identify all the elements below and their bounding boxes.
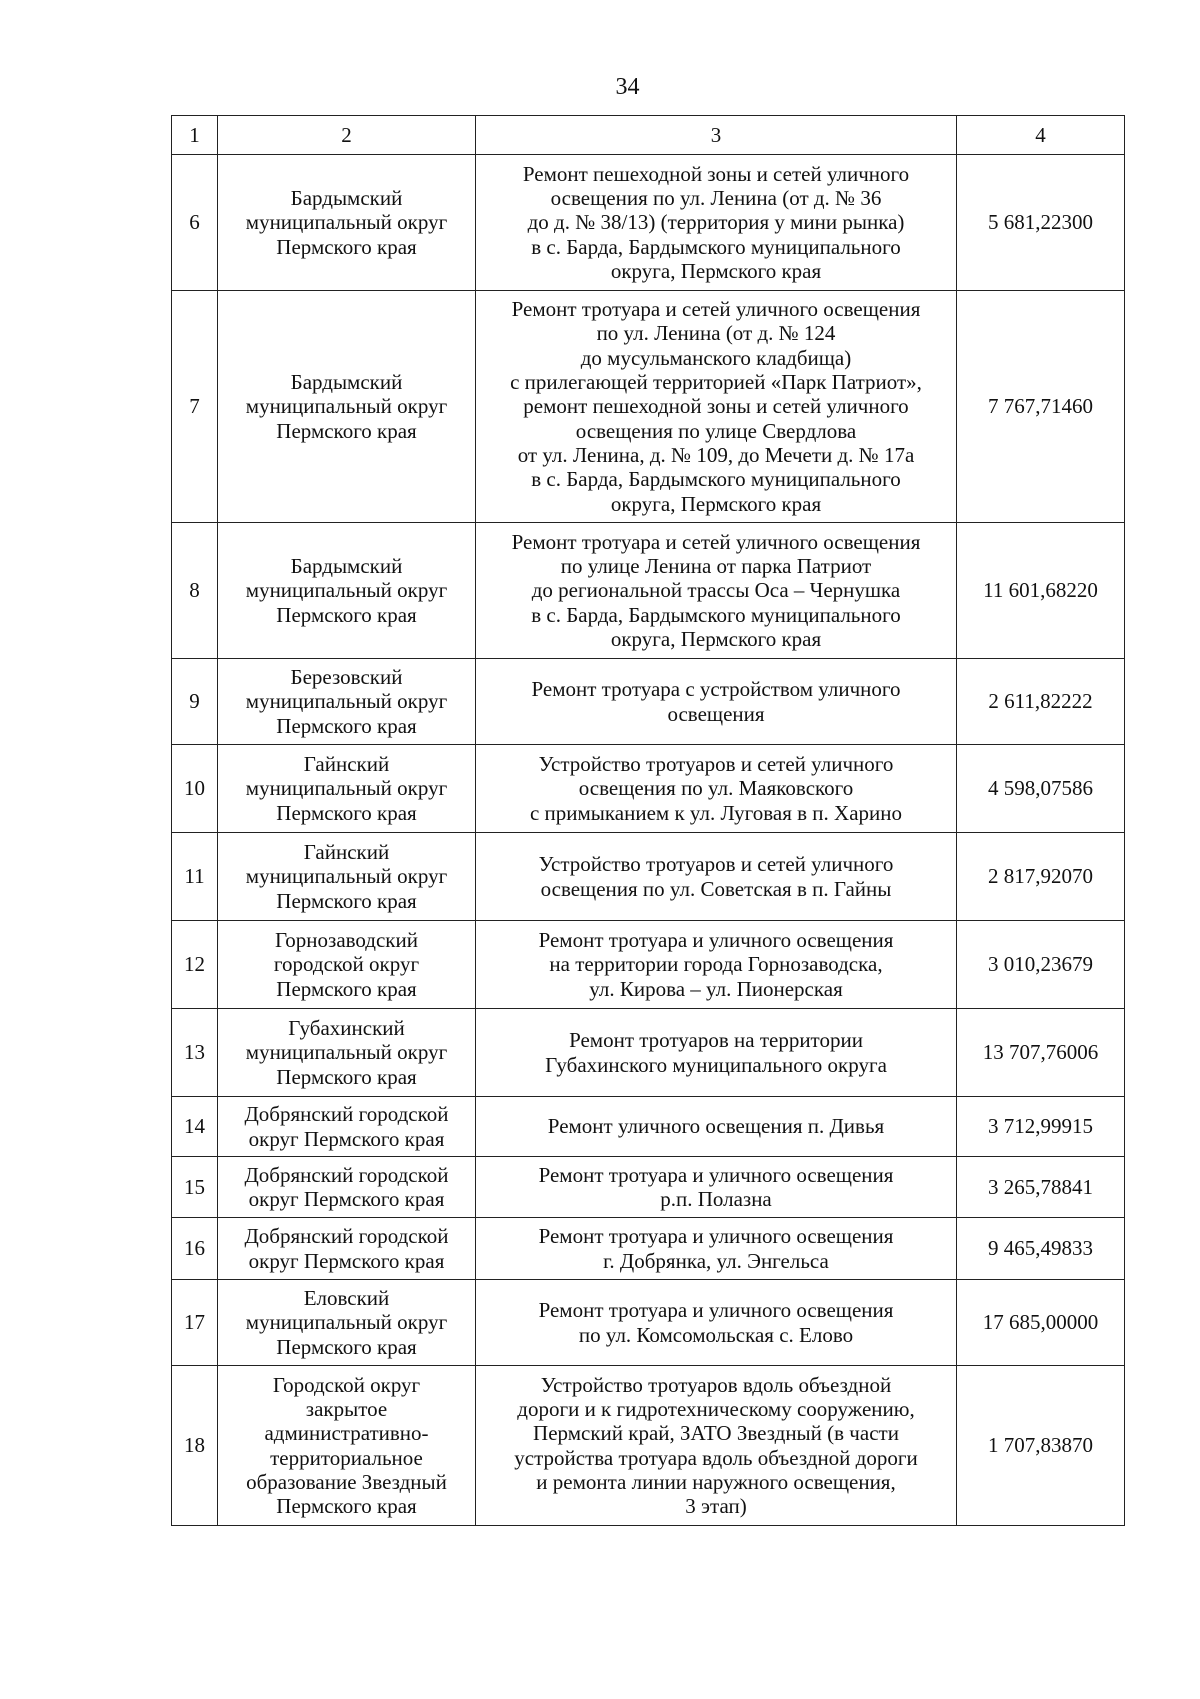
row-number-cell: 14 <box>172 1097 218 1157</box>
table-row <box>172 1366 1125 1526</box>
page-number: 34 <box>615 74 640 100</box>
header-cell-4: 4 <box>957 116 1125 155</box>
table-row <box>172 523 1125 659</box>
funding-table <box>171 115 1125 1526</box>
description-cell: Ремонт тротуара и уличного освещения г. Добрянка, ул. Энгельса <box>476 1218 957 1280</box>
amount-cell: 2 817,92070 <box>957 833 1125 921</box>
municipality-cell: Городской округ закрытое административно- территориальное образование Звездный Пермского края <box>218 1366 476 1526</box>
municipality-cell: Губахинский муниципальный округ Пермского края <box>218 1009 476 1097</box>
municipality-cell: Бардымский муниципальный округ Пермского края <box>218 155 476 291</box>
description-cell: Устройство тротуаров и сетей уличного освещения по ул. Советская в п. Гайны <box>476 833 957 921</box>
table-row <box>172 1157 1125 1218</box>
municipality-cell: Березовский муниципальный округ Пермского края <box>218 659 476 745</box>
description-cell: Ремонт уличного освещения п. Дивья <box>476 1097 957 1157</box>
table-body <box>172 116 1125 1526</box>
municipality-cell: Гайнский муниципальный округ Пермского края <box>218 745 476 833</box>
description-cell: Ремонт тротуара и уличного освещения по ул. Комсомольская с. Елово <box>476 1280 957 1366</box>
amount-cell: 17 685,00000 <box>957 1280 1125 1366</box>
amount-cell: 2 611,82222 <box>957 659 1125 745</box>
amount-cell: 4 598,07586 <box>957 745 1125 833</box>
row-number-cell: 18 <box>172 1366 218 1526</box>
description-cell: Ремонт тротуара и уличного освещения р.п. Полазна <box>476 1157 957 1218</box>
municipality-cell: Добрянский городской округ Пермского края <box>218 1097 476 1157</box>
table-row <box>172 921 1125 1009</box>
description-cell: Ремонт тротуара и сетей уличного освещения по ул. Ленина (от д. № 124 до мусульманского кладбища) с прилегающей территорией «Парк Патриот», ремонт пешеходной зоны и сетей уличного освещения по улице Свердлова от ул. Ленина, д. № 109, до Мечети д. № 17а в с. Барда, Бардымского муниципального округа, Пермского края <box>476 291 957 523</box>
table-row <box>172 659 1125 745</box>
row-number-cell: 8 <box>172 523 218 659</box>
row-number-cell: 10 <box>172 745 218 833</box>
header-cell-2: 2 <box>218 116 476 155</box>
table-row <box>172 745 1125 833</box>
municipality-cell: Горнозаводский городской округ Пермского края <box>218 921 476 1009</box>
table-row <box>172 1280 1125 1366</box>
header-cell-1: 1 <box>172 116 218 155</box>
amount-cell: 5 681,22300 <box>957 155 1125 291</box>
amount-cell: 9 465,49833 <box>957 1218 1125 1280</box>
amount-cell: 7 767,71460 <box>957 291 1125 523</box>
amount-cell: 3 712,99915 <box>957 1097 1125 1157</box>
description-cell: Устройство тротуаров и сетей уличного освещения по ул. Маяковского с примыканием к ул. Луговая в п. Харино <box>476 745 957 833</box>
description-cell: Устройство тротуаров вдоль объездной дороги и к гидротехническому сооружению, Пермский край, ЗАТО Звездный (в части устройства тротуара вдоль объездной дороги и ремонта линии наружного освещения, 3 этап) <box>476 1366 957 1526</box>
row-number-cell: 11 <box>172 833 218 921</box>
row-number-cell: 9 <box>172 659 218 745</box>
municipality-cell: Бардымский муниципальный округ Пермского края <box>218 523 476 659</box>
row-number-cell: 13 <box>172 1009 218 1097</box>
table-row <box>172 155 1125 291</box>
row-number-cell: 12 <box>172 921 218 1009</box>
row-number-cell: 17 <box>172 1280 218 1366</box>
row-number-cell: 15 <box>172 1157 218 1218</box>
amount-cell: 11 601,68220 <box>957 523 1125 659</box>
amount-cell: 13 707,76006 <box>957 1009 1125 1097</box>
municipality-cell: Добрянский городской округ Пермского края <box>218 1157 476 1218</box>
table-row <box>172 291 1125 523</box>
municipality-cell: Добрянский городской округ Пермского края <box>218 1218 476 1280</box>
amount-cell: 1 707,83870 <box>957 1366 1125 1526</box>
row-number-cell: 6 <box>172 155 218 291</box>
description-cell: Ремонт пешеходной зоны и сетей уличного освещения по ул. Ленина (от д. № 36 до д. № 38/13) (территория у мини рынка) в с. Барда, Бардымского муниципального округа, Пермского края <box>476 155 957 291</box>
description-cell: Ремонт тротуара с устройством уличного освещения <box>476 659 957 745</box>
description-cell: Ремонт тротуара и уличного освещения на территории города Горнозаводска, ул. Кирова – ул. Пионерская <box>476 921 957 1009</box>
table-row <box>172 1009 1125 1097</box>
amount-cell: 3 010,23679 <box>957 921 1125 1009</box>
description-cell: Ремонт тротуаров на территории Губахинского муниципального округа <box>476 1009 957 1097</box>
amount-cell: 3 265,78841 <box>957 1157 1125 1218</box>
municipality-cell: Гайнский муниципальный округ Пермского края <box>218 833 476 921</box>
header-cell-3: 3 <box>476 116 957 155</box>
table-row <box>172 833 1125 921</box>
table-row <box>172 1097 1125 1157</box>
municipality-cell: Бардымский муниципальный округ Пермского края <box>218 291 476 523</box>
row-number-cell: 7 <box>172 291 218 523</box>
row-number-cell: 16 <box>172 1218 218 1280</box>
table-header-row <box>172 116 1125 155</box>
municipality-cell: Еловский муниципальный округ Пермского края <box>218 1280 476 1366</box>
description-cell: Ремонт тротуара и сетей уличного освещения по улице Ленина от парка Патриот до региональной трассы Оса – Чернушка в с. Барда, Бардымского муниципального округа, Пермского края <box>476 523 957 659</box>
table-row <box>172 1218 1125 1280</box>
